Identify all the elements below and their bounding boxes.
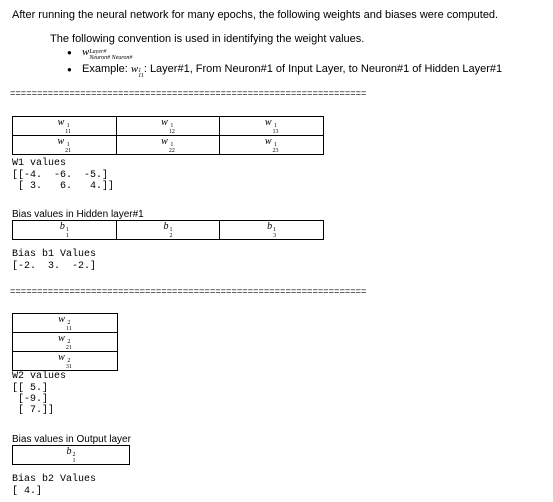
w1-symbol-cell-sub: 22 bbox=[168, 148, 175, 154]
w1-line-2: [ 3. 6. 4.]] bbox=[12, 181, 115, 192]
w2-symbol-cell-sup: 2 bbox=[67, 358, 71, 364]
w2-symbol-cell-sup: 2 bbox=[67, 320, 71, 326]
b1-symbol-cell-sub: 1 bbox=[65, 233, 69, 239]
w2-symbol-cell-sup: 2 bbox=[67, 339, 71, 345]
example-symbol-base: w bbox=[130, 63, 139, 75]
w2-symbol-row bbox=[13, 333, 118, 352]
b2-symbol-cell-sub: 1 bbox=[72, 458, 76, 464]
w2-line-2: [-9.] bbox=[12, 394, 49, 405]
b1-symbol-cell-sup: 1 bbox=[65, 227, 69, 233]
separator-1: ================================================================== bbox=[10, 90, 367, 99]
b2-title: Bias b2 Values bbox=[12, 474, 97, 485]
w2-line-3: [ 7.]] bbox=[12, 405, 55, 416]
example-prefix: Example: bbox=[82, 63, 128, 75]
w2-symbol-cell bbox=[13, 314, 118, 333]
w1-symbol-cell-base: w bbox=[264, 136, 272, 147]
w1-symbol-cell-base: w bbox=[57, 117, 65, 128]
b1-symbol-cell-sup: 1 bbox=[169, 227, 173, 233]
w1-symbol-cell-sub: 23 bbox=[272, 148, 279, 154]
b1-symbol-cell bbox=[13, 221, 117, 240]
b2-symbol-cell-base: b bbox=[66, 446, 72, 457]
b2-symbol-cell-sup: 2 bbox=[72, 452, 76, 458]
w1-symbol-cell-sup: 1 bbox=[66, 123, 70, 129]
b1-symbol-cell-base: b bbox=[163, 221, 169, 232]
w1-symbol-cell bbox=[13, 136, 117, 155]
w2-symbol-table bbox=[12, 313, 118, 371]
w1-symbol-row bbox=[13, 136, 324, 155]
w1-symbol-cell-sub: 13 bbox=[272, 129, 279, 135]
w2-symbol-cell-sub: 31 bbox=[65, 364, 72, 370]
w2-line-1: [[ 5.] bbox=[12, 383, 49, 394]
example-symbol-sup: 1 bbox=[138, 68, 142, 74]
w1-symbol-cell-base: w bbox=[161, 117, 168, 128]
convention-example bbox=[64, 63, 502, 79]
example-text: : Layer#1, From Neuron#1 of Input Layer, to Neuron#1 of Hidden Layer#1 bbox=[143, 63, 503, 75]
w2-symbol-cell-sub: 11 bbox=[65, 326, 72, 332]
hidden-bias-caption: Bias values in Hidden layer#1 bbox=[12, 209, 144, 220]
notation-sub: Neuron# Neuron# bbox=[89, 55, 133, 61]
w1-symbol-cell-sup: 1 bbox=[66, 142, 70, 148]
output-bias-caption: Bias values in Output layer bbox=[12, 434, 131, 445]
b1-symbol-cell-sub: 2 bbox=[169, 233, 173, 239]
notation-sup: Layer# bbox=[89, 49, 107, 55]
b2-symbol-table bbox=[12, 445, 130, 465]
w1-symbol-cell-base: w bbox=[57, 136, 65, 147]
w1-symbol-cell bbox=[116, 117, 220, 136]
b1-symbol-cell bbox=[116, 221, 220, 240]
b1-symbol-cell-sub: 3 bbox=[273, 233, 277, 239]
separator-2: ================================================================== bbox=[10, 288, 367, 297]
convention-heading: The following convention is used in identifying the weight values. bbox=[50, 33, 365, 45]
b2-line-1: [ 4.] bbox=[12, 486, 43, 497]
w2-symbol-cell-base: w bbox=[58, 314, 65, 325]
intro-text: After running the neural network for many epochs, the following weights and biases were computed. bbox=[12, 9, 499, 21]
w1-symbol-cell-sub: 12 bbox=[168, 129, 175, 135]
w1-symbol-cell-base: w bbox=[161, 136, 168, 147]
b1-line-1: [-2. 3. -2.] bbox=[12, 261, 97, 272]
w1-symbol-table bbox=[12, 116, 324, 155]
w2-symbol-cell-sub: 21 bbox=[65, 345, 72, 351]
w1-symbol-row bbox=[13, 117, 324, 136]
w1-symbol-cell bbox=[220, 136, 324, 155]
b1-symbol-cell-base: b bbox=[267, 221, 273, 232]
w2-symbol-cell bbox=[13, 333, 118, 352]
w1-symbol-cell-sub: 11 bbox=[65, 129, 72, 135]
convention-notation bbox=[64, 46, 502, 63]
notation-base: w bbox=[82, 46, 90, 58]
b1-title: Bias b1 Values bbox=[12, 249, 97, 260]
w1-symbol-cell-sup: 1 bbox=[170, 123, 174, 129]
w2-title: W2 values bbox=[12, 371, 67, 382]
w2-symbol-row bbox=[13, 314, 118, 333]
b1-symbol-cell bbox=[220, 221, 324, 240]
w1-symbol-cell-sup: 1 bbox=[273, 142, 277, 148]
w2-symbol-cell-base: w bbox=[58, 352, 65, 363]
w1-line-1: [[-4. -6. -5.] bbox=[12, 170, 109, 181]
w2-symbol-row bbox=[13, 352, 118, 371]
convention-list bbox=[64, 46, 502, 79]
example-symbol-sub: 11 bbox=[138, 73, 144, 79]
w1-symbol-cell-sup: 1 bbox=[170, 142, 174, 148]
w2-symbol-cell-base: w bbox=[58, 333, 65, 344]
w1-title: W1 values bbox=[12, 158, 67, 169]
w1-symbol-cell bbox=[220, 117, 324, 136]
w1-symbol-cell bbox=[13, 117, 117, 136]
w1-symbol-cell bbox=[116, 136, 220, 155]
w1-symbol-cell-sup: 1 bbox=[273, 123, 277, 129]
w2-symbol-cell bbox=[13, 352, 118, 371]
b1-symbol-cell-sup: 1 bbox=[273, 227, 277, 233]
b1-symbol-cell-base: b bbox=[59, 221, 65, 232]
b1-symbol-table bbox=[12, 220, 324, 240]
w1-symbol-cell-sub: 21 bbox=[65, 148, 72, 154]
w1-symbol-cell-base: w bbox=[264, 117, 272, 128]
b2-symbol-cell bbox=[13, 446, 130, 465]
